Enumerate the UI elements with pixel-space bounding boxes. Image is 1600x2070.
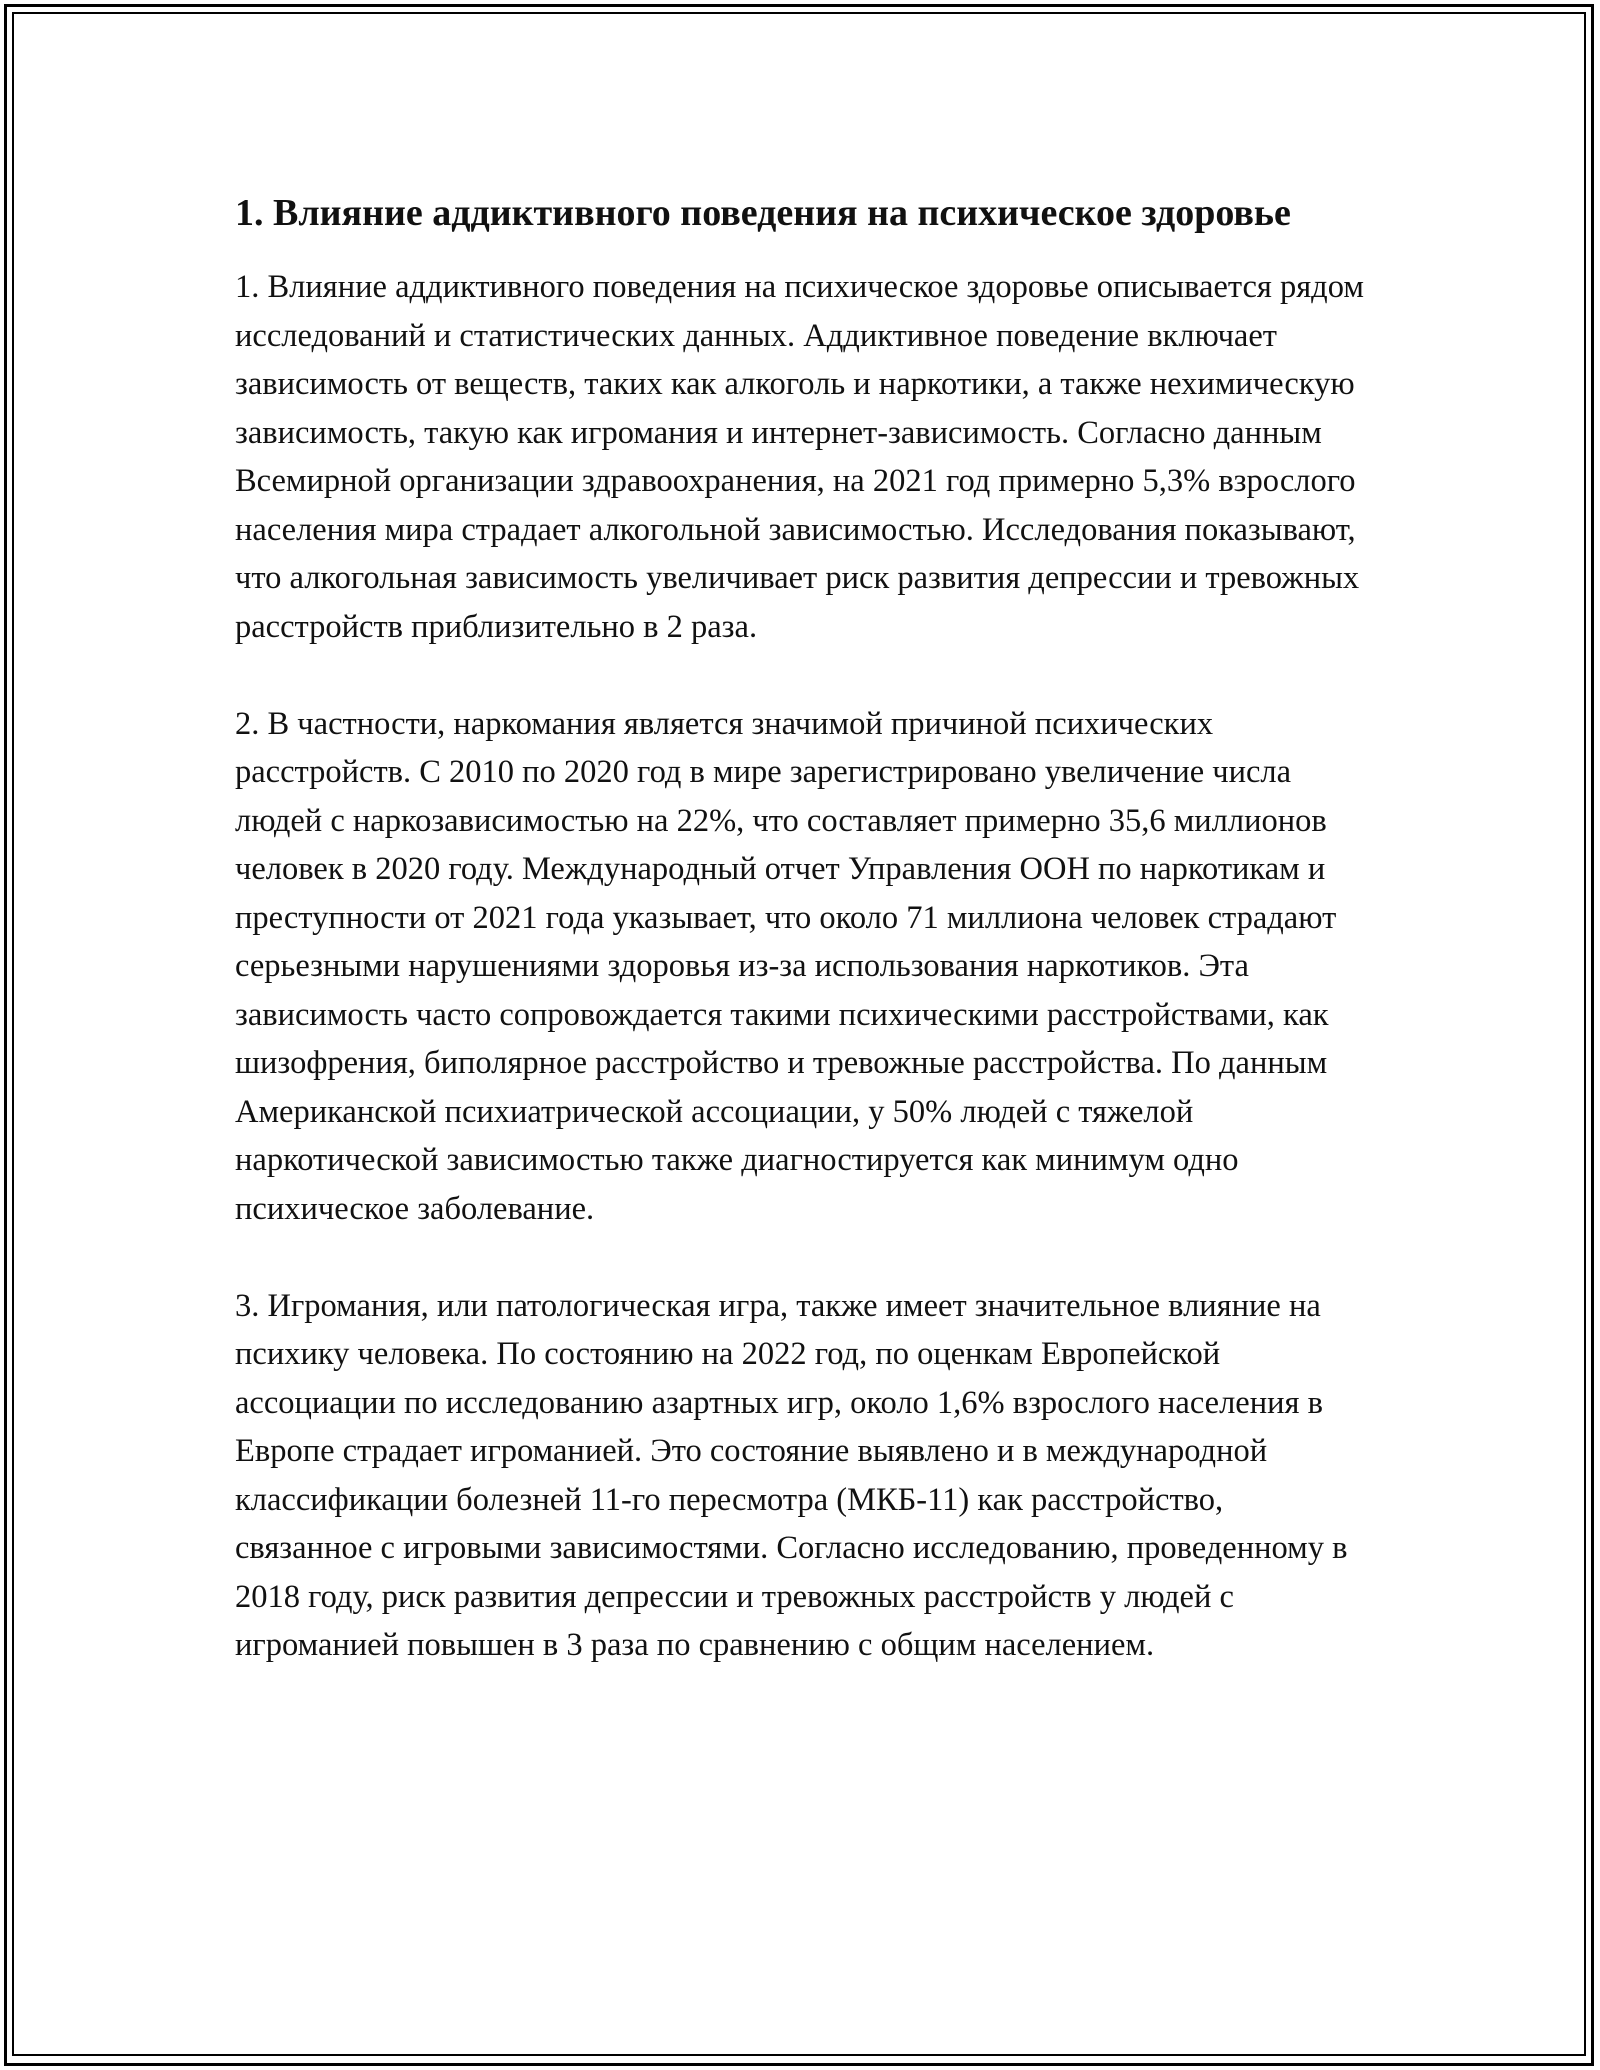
section-heading: 1. Влияние аддиктивного поведения на психическое здоровье <box>235 192 1291 234</box>
paragraph-1: 1. Влияние аддиктивного поведения на психическое здоровье описывается рядом исследований и статистических данных. Аддиктивное поведение включает зависимость от веществ, таких как алкоголь и наркотики, а также нехимическую зависимость, такую как игромания и интернет-зависимость. Согласно данным Всемирной организации здравоохранения, на 2021 год примерно 5,3% взрослого населения мира страдает алкогольной зависимостью. Исследования показывают, что алкогольная зависимость увеличивает риск развития депрессии и тревожных расстройств приблизительно в 2 раза. <box>235 269 1364 645</box>
paragraph-3: 3. Игромания, или патологическая игра, также имеет значительное влияние на психику человека. По состоянию на 2022 год, по оценкам Европейской ассоциации по исследованию азартных игр, около 1,6% взрослого населения в Европе страдает игроманией. Это состояние выявлено и в международной классификации болезней 11-го пересмотра (МКБ-11) как расстройство, связанное с игровыми зависимостями. Согласно исследованию, проведенному в 2018 году, риск развития депрессии и тревожных расстройств у людей с игроманией повышен в 3 раза по сравнению с общим населением. <box>235 1287 1348 1663</box>
paragraph-2: 2. В частности, наркомания является значимой причиной психических расстройств. С 2010 по 2020 год в мире зарегистрировано увеличение числа людей с наркозависимостью на 22%, что составляет примерно 35,6 миллионов человек в 2020 году. Международный отчет Управления ООН по наркотикам и преступности от 2021 года указывает, что около 71 миллиона человек страдают серьезными нарушениями здоровья из-за использования наркотиков. Эта зависимость часто сопровождается такими психическими расстройствами, как шизофрения, биполярное расстройство и тревожные расстройства. По данным Американской психиатрической ассоциации, у 50% людей с тяжелой наркотической зависимостью также диагностируется как минимум одно психическое заболевание. <box>235 705 1337 1227</box>
document-body <box>235 185 1365 1718</box>
